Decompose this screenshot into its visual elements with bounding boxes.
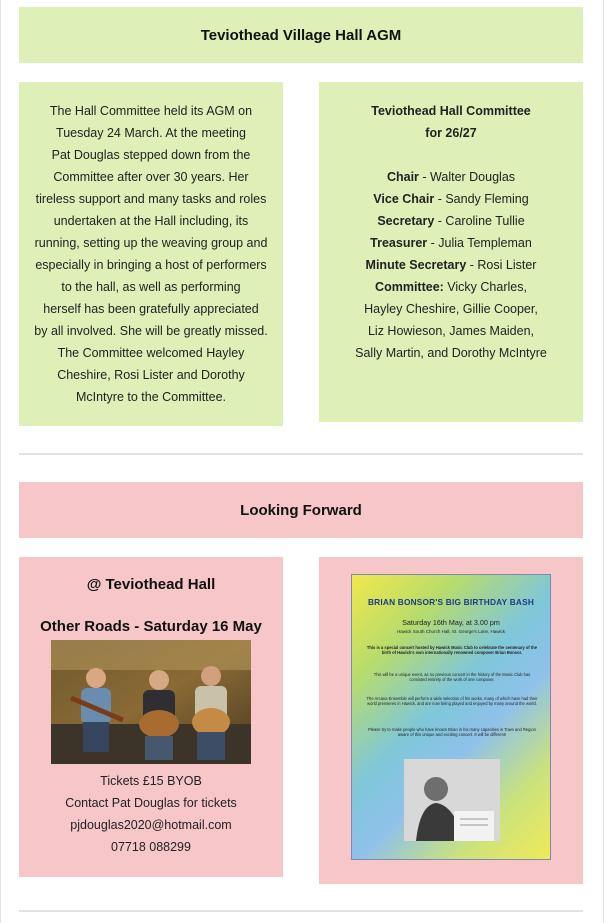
person-name: Vicky Charles, bbox=[443, 280, 527, 294]
committee-chair bbox=[319, 166, 583, 188]
role-label: Minute Secretary bbox=[365, 258, 467, 272]
report-line: especially in bringing a host of performers bbox=[35, 258, 267, 272]
event-contact: Contact Pat Douglas for tickets bbox=[65, 796, 237, 810]
event-tickets: Tickets £15 BYOB bbox=[100, 774, 202, 788]
report-line: running, setting up the weaving group and bbox=[34, 236, 268, 250]
event-phone: 07718 088299 bbox=[111, 840, 191, 854]
poster-paragraph: This will be a unique event, as no previous concert in the history of the Music Club has consisted entirely of the work of one composer. bbox=[373, 672, 531, 683]
role-label: Vice Chair bbox=[373, 192, 435, 206]
forward-banner-title: Looking Forward bbox=[240, 501, 362, 519]
person-name: - Julia Templeman bbox=[427, 236, 532, 250]
report-line: The Committee welcomed Hayley bbox=[57, 346, 245, 360]
band-photo bbox=[51, 640, 251, 764]
report-line: The Hall Committee held its AGM on bbox=[49, 104, 253, 118]
event-venue: @ Teviothead Hall bbox=[86, 576, 216, 593]
person-name: - Walter Douglas bbox=[418, 170, 516, 184]
role-label: Secretary bbox=[377, 214, 435, 228]
portrait-image bbox=[404, 759, 500, 841]
report-line: Pat Douglas stepped down from the bbox=[51, 148, 251, 162]
role-label: Chair bbox=[386, 170, 419, 184]
role-label: Committee: bbox=[375, 280, 444, 294]
event-details bbox=[19, 770, 283, 858]
poster-date: Saturday 16th May, at 3.00 pm bbox=[402, 618, 500, 627]
committee-members-line: Hayley Cheshire, Gillie Cooper, bbox=[364, 302, 538, 316]
poster-paragraph: This is a special concert hosted by Hawick Music Club to celebrate the centenary of the birth of Hawick's own internationally renowned composer Brian Bonsor. bbox=[366, 645, 538, 656]
poster-venue: Hawick South Church Hall, St. George's Lane, Hawick bbox=[397, 629, 505, 634]
committee-vice-chair bbox=[319, 188, 583, 210]
role-label: Treasurer bbox=[370, 236, 428, 250]
band-photo-image bbox=[51, 640, 251, 764]
report-line: McIntyre to the Committee. bbox=[75, 390, 227, 404]
committee-treasurer bbox=[319, 232, 583, 254]
poster-paragraph: Please try to make people who have known Brian in his many capacities in Town and Region aware of this unique and exciting concert. It will be different! bbox=[368, 727, 536, 738]
concert-poster bbox=[351, 574, 551, 860]
report-line: tireless support and many tasks and roles bbox=[35, 192, 267, 206]
section-divider bbox=[19, 910, 583, 912]
agm-banner-title: Teviothead Village Hall AGM bbox=[200, 26, 402, 44]
committee-secretary bbox=[319, 210, 583, 232]
agm-report-text bbox=[19, 100, 283, 408]
committee-members bbox=[319, 276, 583, 298]
committee-box bbox=[319, 82, 583, 422]
page-border-left bbox=[0, 0, 1, 923]
report-line: herself has been gratefully appreciated bbox=[43, 302, 259, 316]
event-email: pjdouglas2020@hotmail.com bbox=[70, 818, 232, 832]
committee-heading-line2: for 26/27 bbox=[425, 126, 477, 140]
poster-title: BRIAN BONSOR'S BIG BIRTHDAY BASH bbox=[367, 597, 535, 607]
agm-report-box bbox=[19, 82, 283, 426]
agm-banner bbox=[19, 7, 583, 63]
report-line: to the hall, as well as performing bbox=[61, 280, 241, 294]
person-name: - Caroline Tullie bbox=[434, 214, 525, 228]
section-divider bbox=[19, 453, 583, 455]
report-line: Cheshire, Rosi Lister and Dorothy bbox=[57, 368, 245, 382]
report-line: by all involved. She will be greatly missed. bbox=[34, 324, 268, 338]
committee-minute-secretary bbox=[319, 254, 583, 276]
poster-paragraph: The Arcana Ensemble will perform a wide selection of his works, many of which have had their world premieres in Hawick, and are now being played and enjoyed by many around the world. bbox=[366, 696, 538, 707]
report-line: undertaken at the Hall including, its bbox=[53, 214, 249, 228]
committee-members-line: Liz Howieson, James Maiden, bbox=[367, 324, 535, 338]
committee-heading-line1: Teviothead Hall Committee bbox=[371, 104, 531, 118]
report-line: Tuesday 24 March. At the meeting bbox=[56, 126, 246, 140]
committee-members-line: Sally Martin, and Dorothy McIntyre bbox=[355, 346, 547, 360]
event-title: Other Roads - Saturday 16 May bbox=[40, 618, 262, 635]
report-line: Committee after over 30 years. Her bbox=[53, 170, 249, 184]
forward-banner bbox=[19, 482, 583, 538]
person-name: - Sandy Fleming bbox=[434, 192, 529, 206]
poster-portrait-photo bbox=[404, 759, 500, 841]
person-name: - Rosi Lister bbox=[466, 258, 537, 272]
spacer bbox=[319, 144, 583, 166]
